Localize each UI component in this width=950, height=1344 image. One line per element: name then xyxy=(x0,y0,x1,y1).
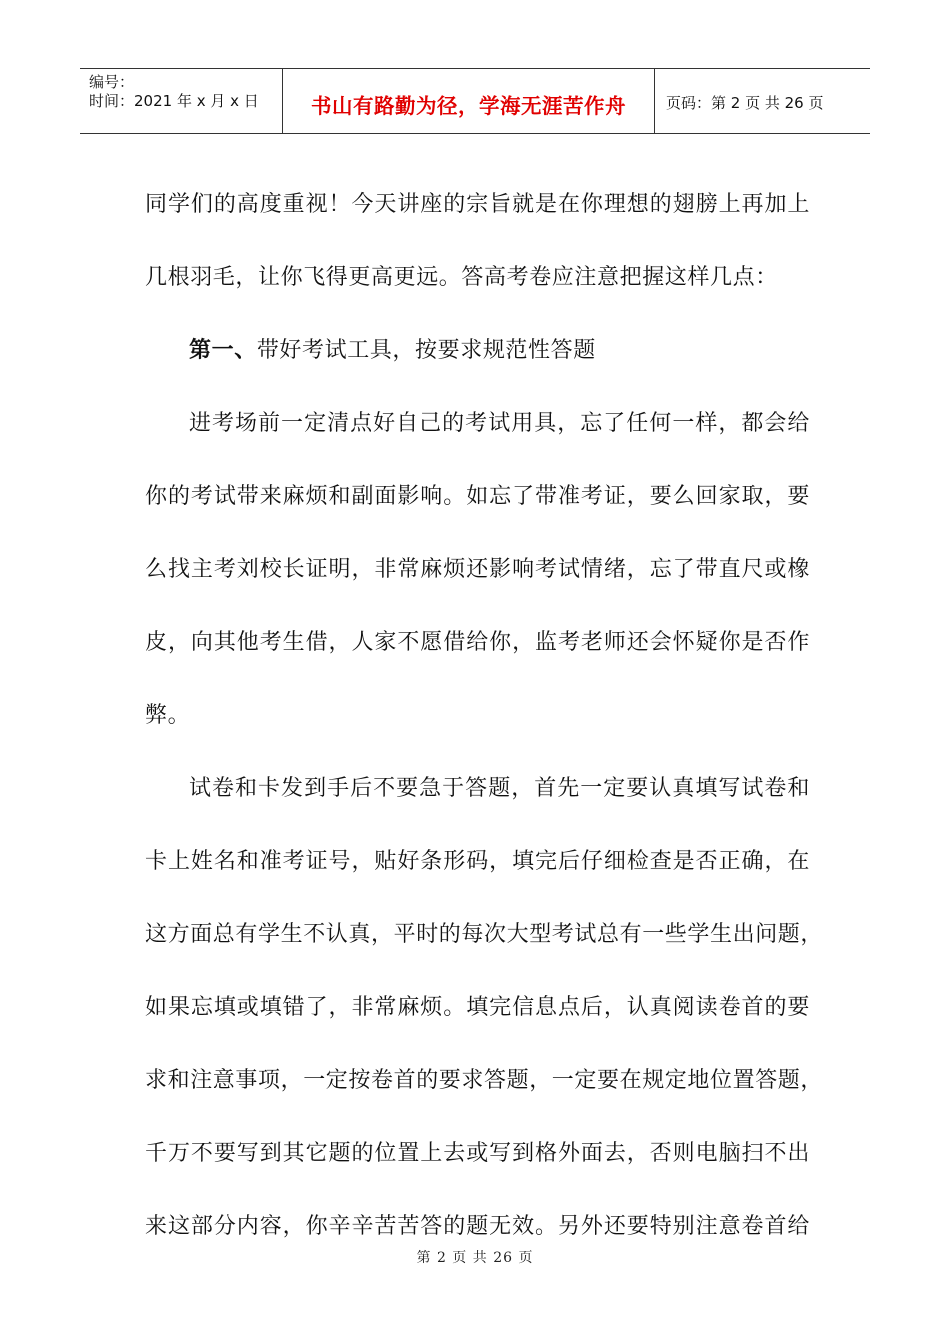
header-motto: 书山有路勤为径，学海无涯苦作舟 xyxy=(311,94,626,118)
header-motto-cell xyxy=(283,69,655,133)
section-heading-title: 带好考试工具，按要求规范性答题 xyxy=(256,338,596,363)
body-line: 来这部分内容，你辛辛苦苦答的题无效。另外还要特别注意卷首给 xyxy=(145,1214,810,1239)
document-header xyxy=(80,68,870,134)
body-line: 这方面总有学生不认真，平时的每次大型考试总有一些学生出问题， xyxy=(145,922,824,947)
body-line: 千万不要写到其它题的位置上去或写到格外面去，否则电脑扫不出 xyxy=(145,1141,810,1166)
body-line: 么找主考刘校长证明，非常麻烦还影响考试情绪，忘了带直尺或橡 xyxy=(145,557,810,582)
document-date-label: 时间：2021 年 x 月 x 日 xyxy=(89,92,259,110)
body-line: 卡上姓名和准考证号，贴好条形码，填完后仔细检查是否正确，在 xyxy=(145,849,810,874)
header-meta-cell xyxy=(80,69,283,133)
body-line: 进考场前一定清点好自己的考试用具，忘了任何一样，都会给 xyxy=(189,411,810,436)
section-heading xyxy=(145,314,810,387)
body-line: 弊。 xyxy=(145,703,191,728)
body-line: 几根羽毛，让你飞得更高更远。答高考卷应注意把握这样几点： xyxy=(145,265,778,290)
body-line: 同学们的高度重视！今天讲座的宗旨就是在你理想的翅膀上再加上 xyxy=(145,192,810,217)
document-body xyxy=(145,168,824,1263)
body-line: 皮，向其他考生借，人家不愿借给你，监考老师还会怀疑你是否作 xyxy=(145,630,810,655)
body-line: 如果忘填或填错了，非常麻烦。填完信息点后，认真阅读卷首的要 xyxy=(145,995,810,1020)
document-number-label: 编号： xyxy=(89,73,135,91)
page-footer: 第 2 页 共 26 页 xyxy=(416,1250,534,1266)
body-line: 你的考试带来麻烦和副面影响。如忘了带准考证，要么回家取，要 xyxy=(145,484,810,509)
header-page-cell xyxy=(655,69,870,133)
section-heading-number: 第一、 xyxy=(189,337,257,363)
body-line: 求和注意事项，一定按卷首的要求答题，一定要在规定地位置答题， xyxy=(145,1068,824,1093)
header-page-info: 页码：第 2 页 共 26 页 xyxy=(666,93,824,112)
body-line: 试卷和卡发到手后不要急于答题，首先一定要认真填写试卷和 xyxy=(189,776,810,801)
